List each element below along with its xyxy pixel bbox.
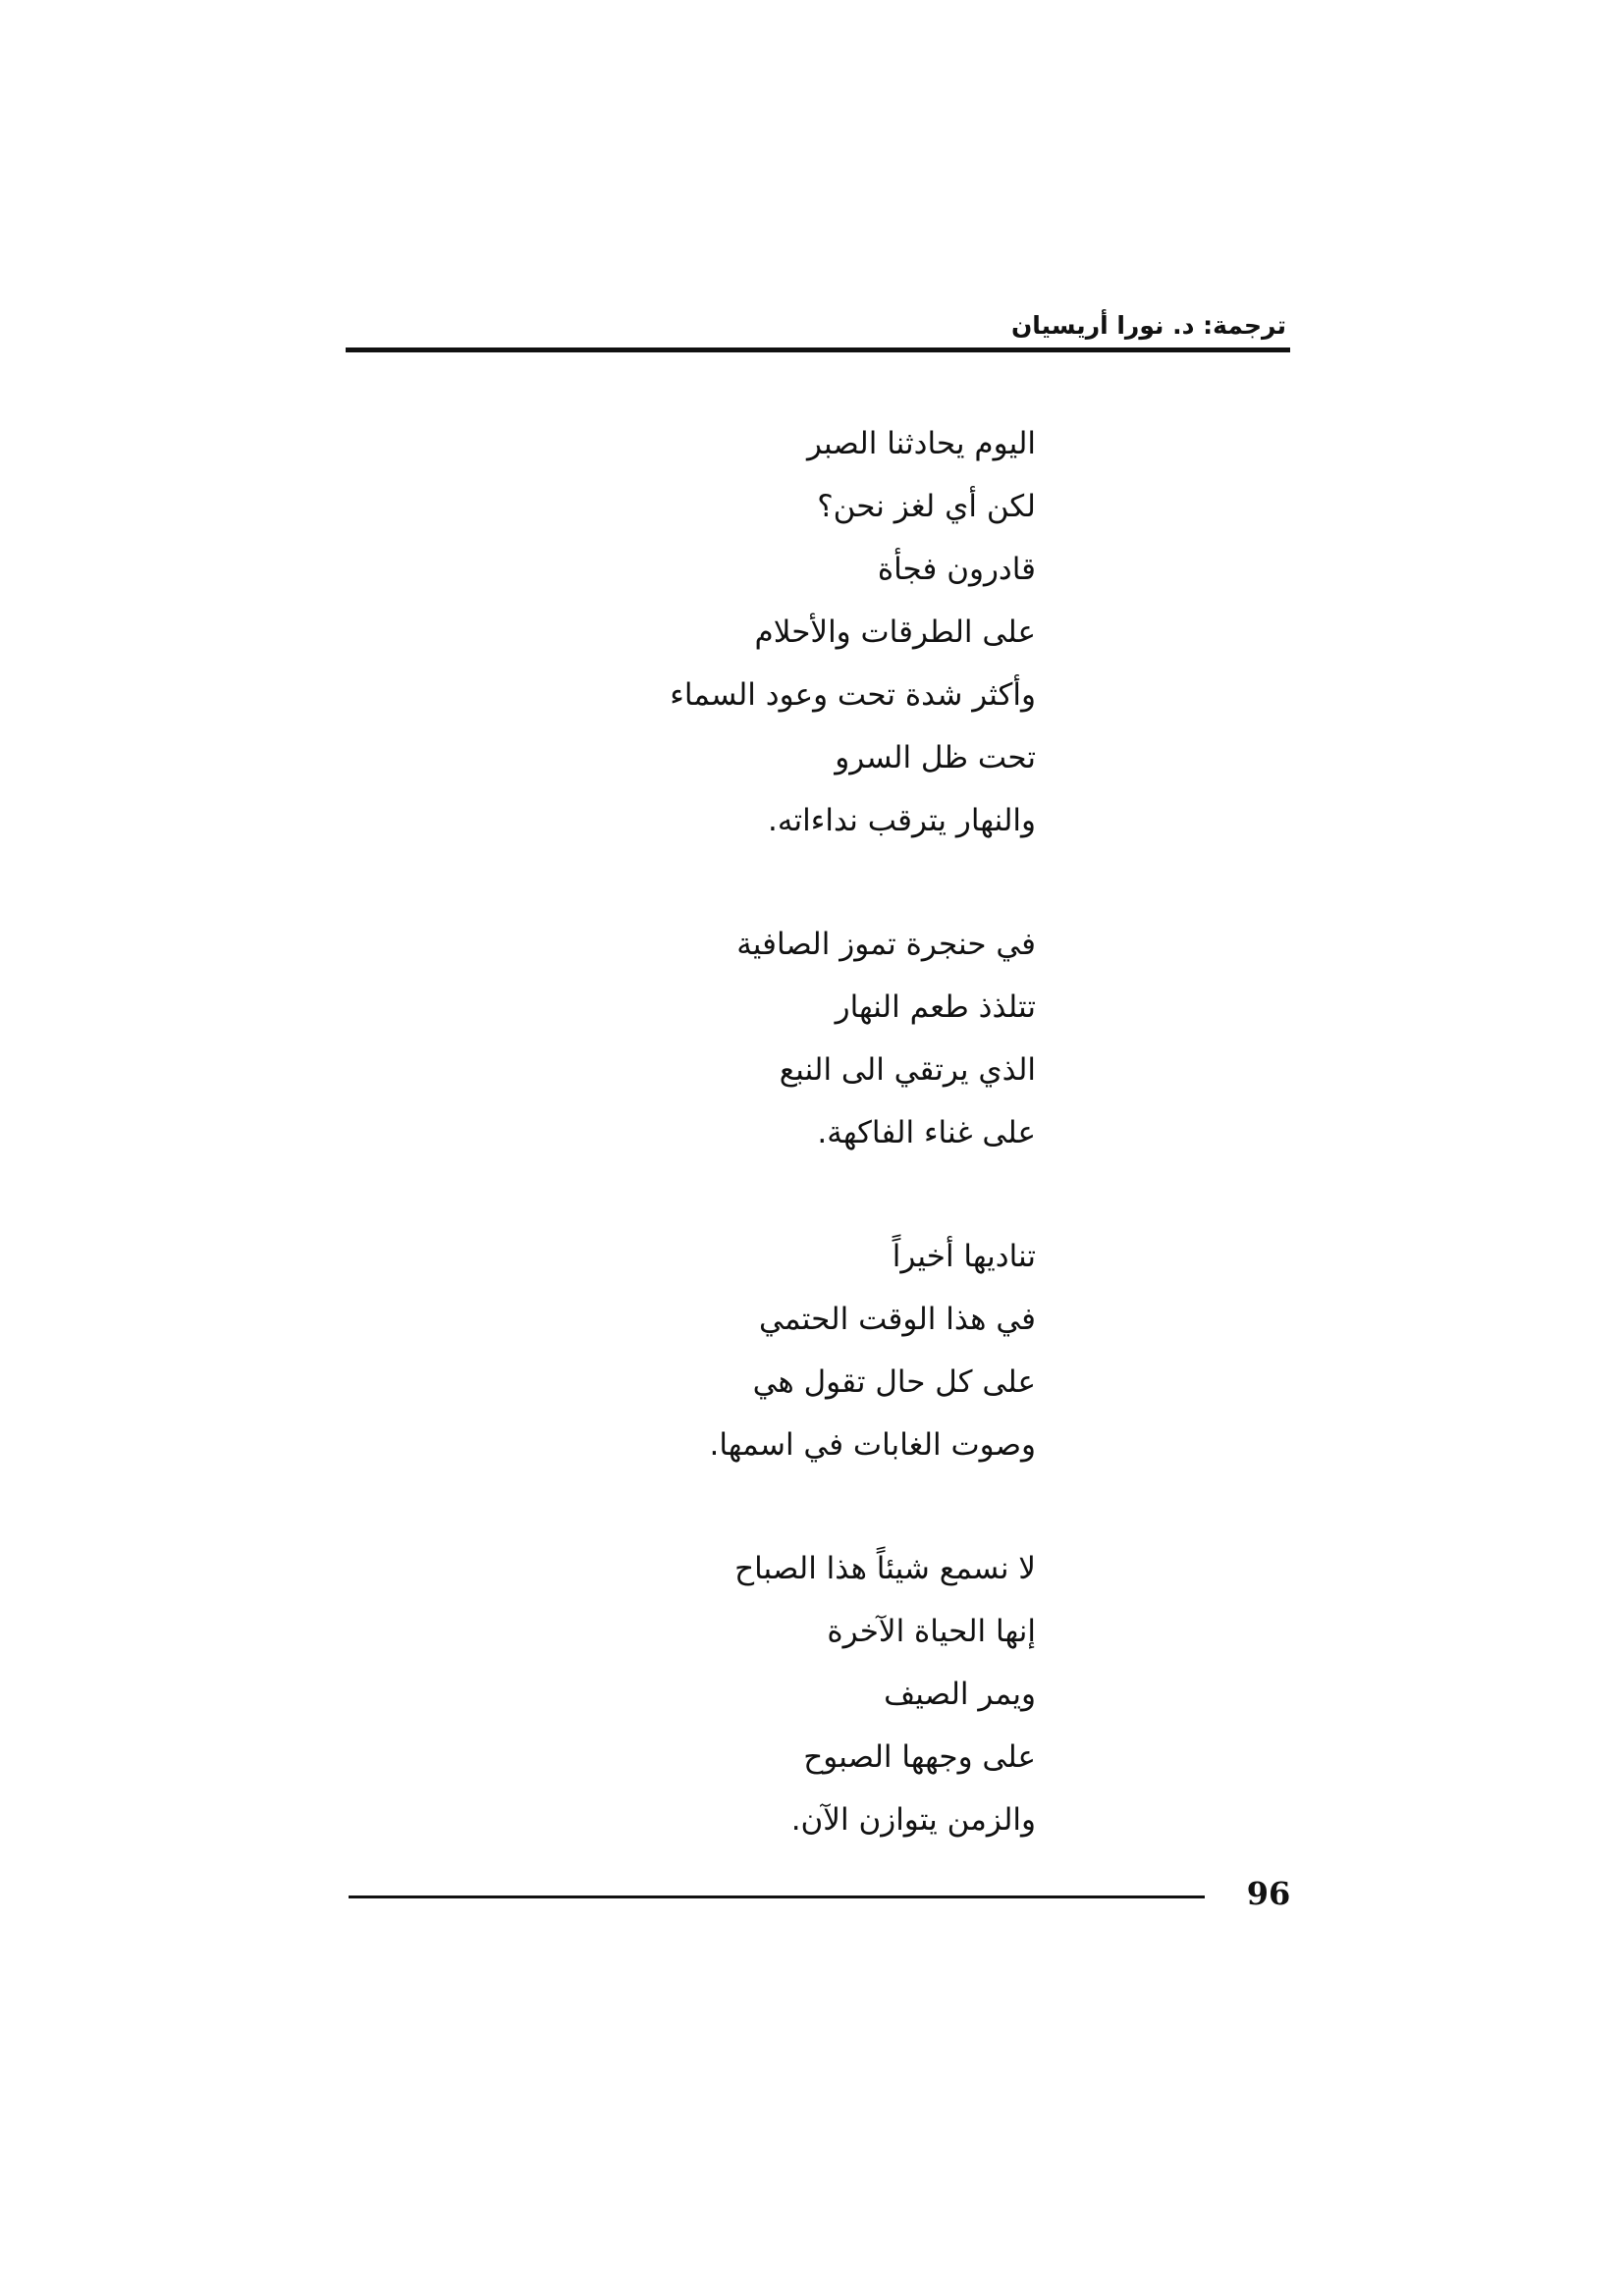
verse-line: على كل حال تقول هي: [752, 1364, 1036, 1400]
verse-line: والنهار يترقب نداءاته.: [768, 803, 1036, 838]
verse-line: الذي يرتقي الى النبع: [779, 1052, 1036, 1088]
poem-body: [349, 412, 1036, 1912]
stanza-3: [349, 1225, 1036, 1476]
verse-line: تحت ظل السرو: [835, 740, 1036, 775]
verse-line: والزمن يتوازن الآن.: [790, 1802, 1036, 1838]
verse-line: تتلذذ طعم النهار: [835, 989, 1036, 1025]
verse-line: وصوت الغابات في اسمها.: [709, 1427, 1036, 1463]
verse-line: في هذا الوقت الحتمي: [759, 1302, 1036, 1337]
verse-line: قادرون فجأة: [877, 552, 1036, 587]
footer-divider: [349, 1896, 1205, 1898]
verse-line: اليوم يحادثنا الصبر: [806, 426, 1036, 461]
verse-line: لكن أي لغز نحن؟: [817, 489, 1036, 524]
stanza-2: [349, 913, 1036, 1164]
verse-line: ويمر الصيف: [884, 1677, 1036, 1712]
running-header-title: ترجمة: د. نورا أريسيان: [1010, 311, 1286, 340]
verse-line: تناديها أخيراً: [892, 1239, 1036, 1274]
verse-line: وأكثر شدة تحت وعود السماء: [670, 677, 1036, 713]
verse-line: على الطرقات والأحلام: [754, 614, 1036, 650]
stanza-4: [349, 1537, 1036, 1851]
verse-line: على غناء الفاكهة.: [817, 1115, 1036, 1150]
stanza-1: [349, 412, 1036, 852]
verse-line: على وجهها الصبوح: [803, 1739, 1036, 1775]
verse-line: في حنجرة تموز الصافية: [736, 927, 1036, 962]
verse-line: إنها الحياة الآخرة: [827, 1614, 1036, 1649]
page-number: 96: [1246, 1875, 1291, 1912]
header-divider: [346, 347, 1290, 352]
verse-line: لا نسمع شيئاً هذا الصباح: [734, 1551, 1036, 1586]
